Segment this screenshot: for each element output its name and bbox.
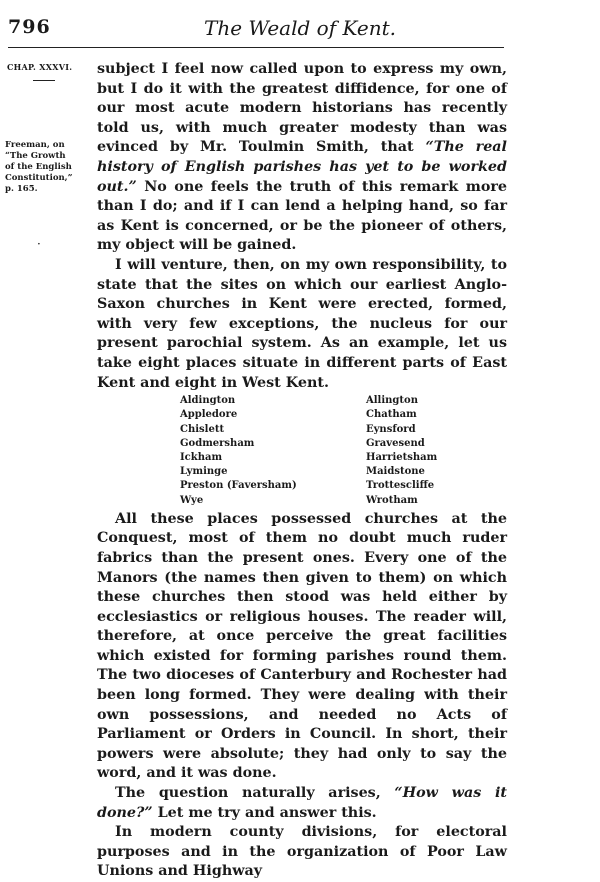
west-kent-parish: Eynsford (366, 423, 416, 435)
east-kent-parish: Aldington (180, 395, 236, 407)
running-title: The Weald of Kent. (204, 16, 396, 40)
parish-list (180, 394, 507, 508)
west-kent-parish: Wrotham (366, 494, 418, 506)
page-number: 796 (8, 16, 51, 38)
west-kent-parish: Allington (366, 395, 418, 407)
west-kent-parish: Harrietsham (366, 451, 438, 463)
quotation: “How was it done?” (97, 785, 508, 821)
east-kent-parish: Appledore (180, 409, 238, 421)
margin-note-line: “The Growth (5, 151, 66, 161)
margin-note-line: Freeman, on (5, 140, 65, 150)
paragraph-4 (97, 784, 507, 823)
paragraph-1-text: subject I feel now called upon to express my own, but I do it with the greatest diffidence, for one of our most acute modern historians has recently told us, with much greater modesty than was evinced by Mr. Toulmin Smith, that (97, 61, 507, 156)
chapter-marker: CHAP. XXXVI. (7, 62, 73, 72)
header-rule (8, 47, 504, 48)
margin-dot: · (37, 237, 41, 251)
east-kent-parish: Wye (180, 494, 204, 506)
body-text (97, 60, 507, 882)
west-kent-parish: Chatham (366, 409, 417, 421)
paragraph-3: All these places possessed churches at the Conquest, most of them no doubt much ruder fabrics than the present ones. Every one of the Manors (the names then given to them) on which these churches then stood was held either by ecclesiastics or religious houses. The reader will, therefore, at once perceive the great facilities which existed for forming parishes round them. The two dioceses of Canterbury and Rochester had been long formed. They were dealing with their own possessions, and needed no Acts of Parliament or Orders in Council. In short, their powers were absolute; they had only to say the word, and it was done. (97, 510, 507, 782)
paragraph-4-text-end: Let me try and answer this. (152, 804, 377, 821)
margin-note-line: p. 165. (5, 184, 38, 194)
paragraph-2: I will venture, then, on my own responsibility, to state that the sites on which our earliest Anglo-Saxon churches in Kent were erected, formed, with very few exceptions, the nucleus for our present parochial system. As an example, let us take eight places situate in different parts of East Kent and eight in West Kent. (97, 256, 507, 391)
west-kent-parish: Trottescliffe (366, 480, 435, 492)
margin-note-line: Constitution,” (5, 173, 73, 183)
margin-note (5, 140, 91, 195)
quotation: “The real history of English parishes has yet to be worked out.” (97, 139, 507, 195)
chapter-rule (33, 80, 55, 81)
paragraph-1-text-end: No one feels the truth of this remark more than I do; and if I can lend a helping hand, so far as Kent is concerned, or be the pioneer of others, my object will be gained. (97, 178, 507, 254)
margin-note-line: of the English (5, 162, 72, 172)
paragraph-4-text: The question naturally arises, (115, 785, 395, 802)
paragraph-5: In modern county divisions, for electoral purposes and in the organization of Poor Law Unions and Highway (97, 824, 507, 880)
west-kent-parish: Maidstone (366, 466, 425, 478)
east-kent-parish: Ickham (180, 451, 223, 463)
east-kent-parish: Godmersham (180, 437, 255, 449)
east-kent-parish: Preston (Faversham) (180, 480, 297, 492)
west-kent-parish: Gravesend (366, 437, 425, 449)
east-kent-parish: Chislett (180, 423, 225, 435)
paragraph-1 (97, 60, 507, 256)
east-kent-parish: Lyminge (180, 466, 228, 478)
